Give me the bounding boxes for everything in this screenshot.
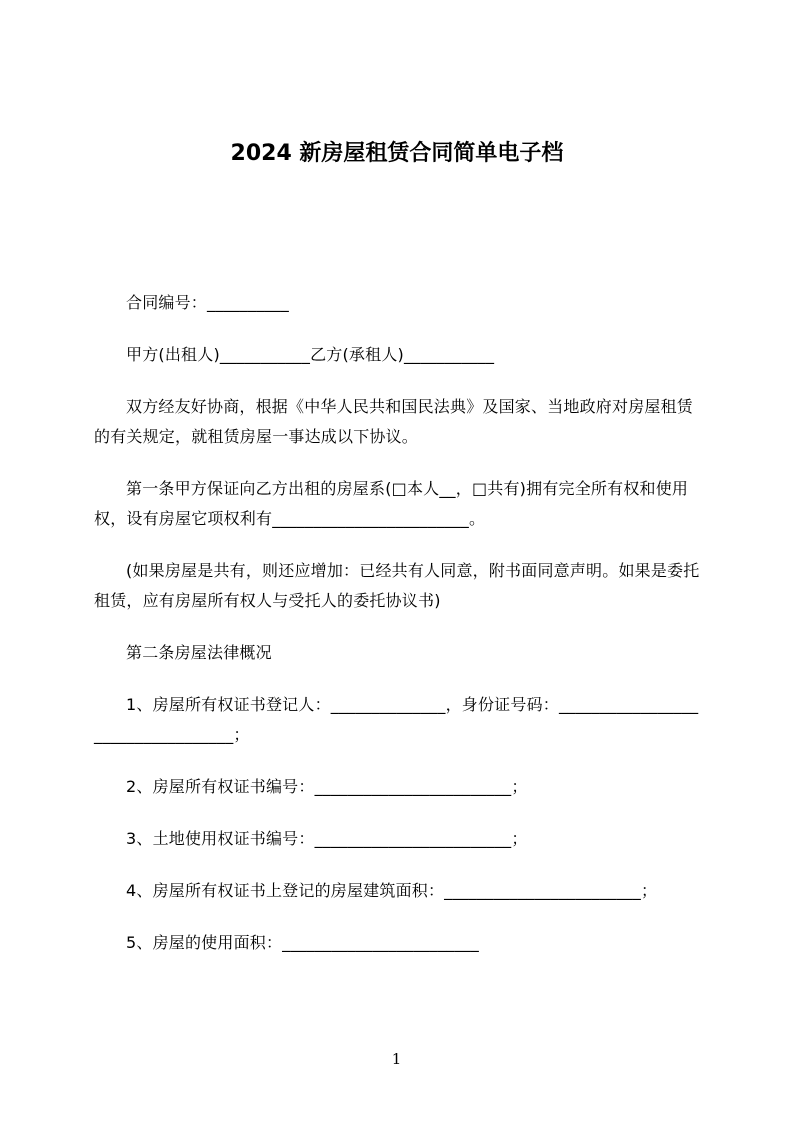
page-number: 1 <box>391 1050 402 1068</box>
co-ownership-note: (如果房屋是共有，则还应增加：已经共有人同意，附书面同意声明。如果是委托租赁，应有房屋所有权人与受托人的委托协议书) <box>94 561 700 610</box>
clause-item-1: 1、房屋所有权证书登记人：______________，身份证号码：__________________________________； <box>94 695 699 744</box>
parties-line: 甲方(出租人)___________乙方(承租人)___________ <box>126 345 495 364</box>
article-2-heading: 第二条房屋法律概况 <box>126 643 272 662</box>
clause-item-4: 4、房屋所有权证书上登记的房屋建筑面积：________________________； <box>126 881 658 900</box>
clause-item-5: 5、房屋的使用面积：________________________ <box>126 933 479 952</box>
clause-item-3: 3、土地使用权证书编号：________________________； <box>126 829 528 848</box>
preamble-paragraph: 双方经友好协商，根据《中华人民共和国民法典》及国家、当地政府对房屋租赁的有关规定，就租赁房屋一事达成以下协议。 <box>94 397 694 446</box>
article-1-paragraph: 第一条甲方保证向乙方出租的房屋系(□本人__，□共有)拥有完全所有权和使用权，设有房屋它项权利有________________________。 <box>94 479 689 528</box>
contract-number-line: 合同编号：__________ <box>126 293 290 312</box>
document-title: 2024 新房屋租赁合同简单电子档 <box>230 141 564 166</box>
clause-item-2: 2、房屋所有权证书编号：________________________； <box>126 777 528 796</box>
